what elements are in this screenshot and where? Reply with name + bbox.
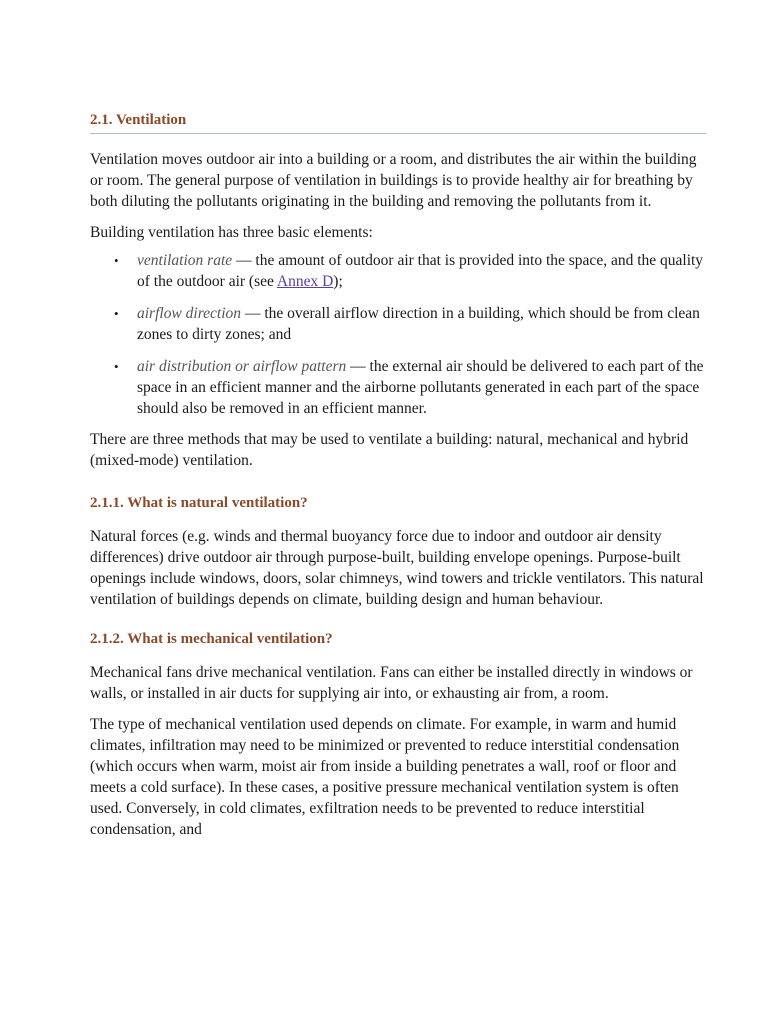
methods-paragraph: There are three methods that may be used to ventilate a building: natural, mechanical and hybrid (mixed-mode) ventilation. bbox=[90, 431, 689, 469]
elements-lead-paragraph: Building ventilation has three basic elements: bbox=[90, 224, 373, 241]
section-heading-mechanical-ventilation: 2.1.2. What is mechanical ventilation? bbox=[90, 631, 333, 647]
list-item-text: — the amount of outdoor air that is provided into the space, and the quality of the outdoor air (see bbox=[137, 252, 704, 290]
term-air-distribution: air distribution or airflow pattern bbox=[137, 358, 347, 375]
list-item bbox=[90, 356, 706, 419]
list-item-text-end: ); bbox=[333, 273, 343, 290]
bullet-icon: • bbox=[114, 253, 119, 268]
bullet-icon: • bbox=[114, 306, 119, 321]
natural-ventilation-paragraph: Natural forces (e.g. winds and thermal buoyancy force due to indoor and outdoor air density differences) drive outdoor air through purpose-built, building envelope openings. Purpose-built openings include windows, doors, solar chimneys, wind towers and trickle ventilators. This natural ventilation of buildings depends on climate, building design and human behaviour. bbox=[90, 528, 704, 608]
intro-paragraph: Ventilation moves outdoor air into a building or a room, and distributes the air within the building or room. The general purpose of ventilation in buildings is to provide healthy air for breathing by both diluting the pollutants originating in the building and removing the pollutants from it. bbox=[90, 151, 697, 210]
mechanical-ventilation-paragraph-1: Mechanical fans drive mechanical ventilation. Fans can either be installed directly in windows or walls, or installed in air ducts for supplying air into, or exhausting air from, a room. bbox=[90, 664, 693, 702]
ventilation-elements-list bbox=[90, 250, 706, 419]
mechanical-ventilation-paragraph-2: The type of mechanical ventilation used depends on climate. For example, in warm and humid climates, infiltration may need to be minimized or prevented to reduce interstitial condensation (which occurs when warm, moist air from inside a building penetrates a wall, roof or floor and meets a cold surface). In these cases, a positive pressure mechanical ventilation system is often used. Conversely, in cold climates, exfiltration needs to be prevented to reduce interstitial condensation, and bbox=[90, 716, 680, 838]
term-ventilation-rate: ventilation rate bbox=[137, 252, 233, 269]
list-item-text: — the overall airflow direction in a building, which should be from clean zones to dirty zones; and bbox=[137, 305, 700, 343]
annex-d-link[interactable]: Annex D bbox=[276, 273, 334, 290]
document-page bbox=[90, 110, 706, 840]
section-heading-ventilation: 2.1. Ventilation bbox=[90, 110, 706, 134]
section-heading-natural-ventilation: 2.1.1. What is natural ventilation? bbox=[90, 495, 308, 511]
list-item-text: — the external air should be delivered to each part of the space in an efficient manner and the airborne pollutants generated in each part of the space should also be removed in an efficient manner. bbox=[137, 358, 704, 417]
list-item bbox=[90, 250, 706, 292]
bullet-icon: • bbox=[114, 359, 119, 374]
term-airflow-direction: airflow direction bbox=[137, 305, 242, 322]
list-item bbox=[90, 303, 706, 345]
